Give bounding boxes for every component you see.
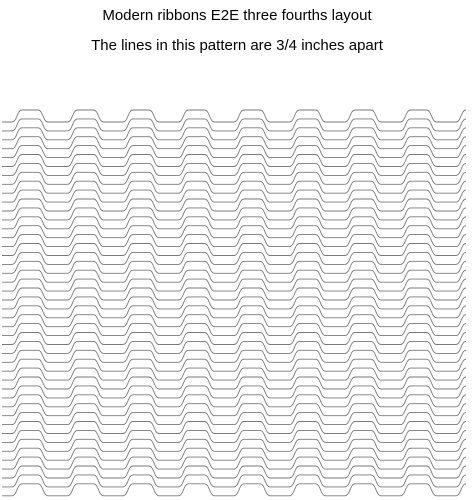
ribbon-line (2, 110, 474, 122)
ribbon-lines-group (2, 110, 474, 496)
pattern-title: Modern ribbons E2E three fourths layout (102, 7, 372, 24)
pattern-subtitle: The lines in this pattern are 3/4 inches apart (91, 37, 383, 54)
